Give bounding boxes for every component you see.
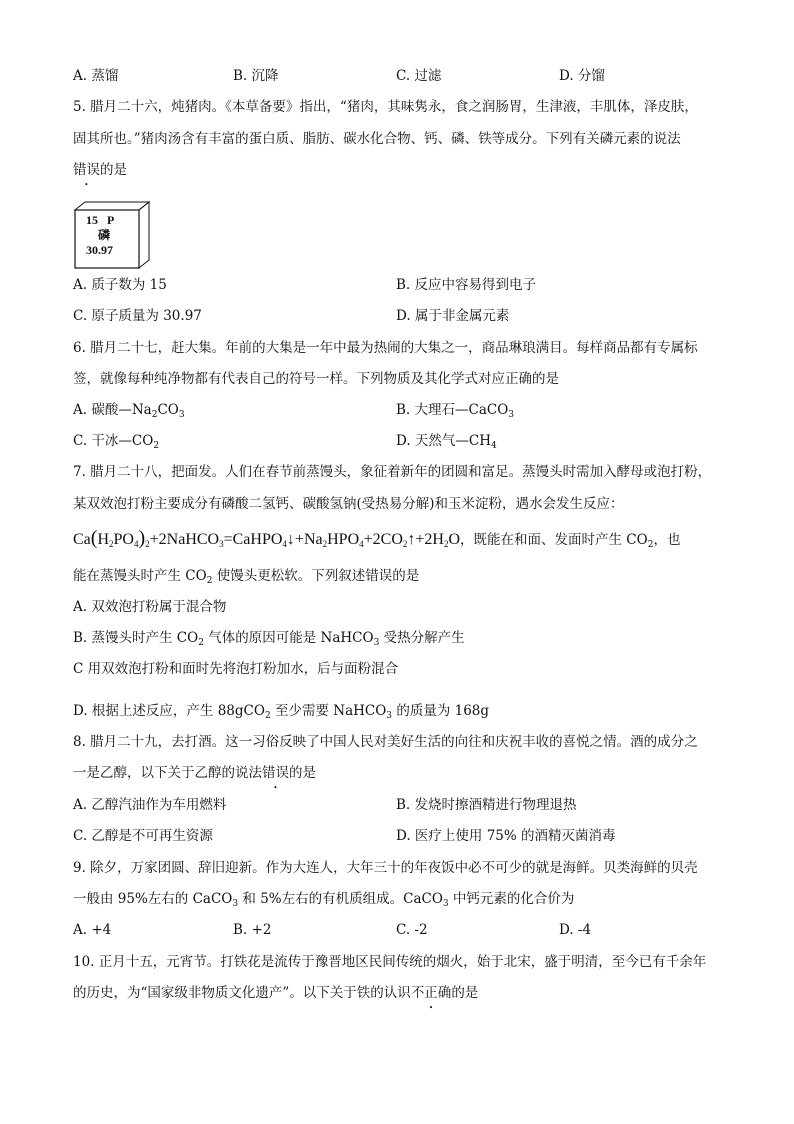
reaction-equation: $Ca(H_2PO_4)_2+2NaHCO_3=CaHPO_4↓+Na_2HPO_4+2CO_2↑+2H_2O$ [73,527,461,549]
q9-stem-line1: 9. 除夕，万家团圆、辞旧迎新。作为大连人，大年三十的年夜饭中必不可少的就是海鲜。贝类海鲜的贝壳 [73,860,698,876]
q7-stem-line1: 7. 腊月二十八，把面发。人们在春节前蒸馒头，象征着新年的团圆和富足。蒸馒头时需加入酵母或泡打粉， [73,464,712,480]
q5-stem-line2: 固其所也。”猪肉汤含有丰富的蛋白质、脂肪、碳水化合物、钙、磷、铁等成分。下列有关磷元素的说法 [73,131,681,147]
q4-option-a: A. 蒸馏 [73,68,119,84]
q6-option-d: D. 天然气$—CH_4$ [396,433,497,451]
q8-option-c: C. 乙醇是不可再生资源 [73,828,213,844]
q8-option-d: D. 医疗上使用 75% 的酒精灭菌消毒 [396,828,616,844]
q10-stem-line1: 10. 正月十五，元宵节。打铁花是流传于豫晋地区民间传统的烟火，始于北宋，盛于明清，至今已有千余年 [73,954,707,970]
q6-option-a: A. 碳酸$—Na_2CO_3$ [73,402,185,420]
element-mass: 30.97 [86,243,113,257]
q5-stem-line3: 错误的是 [73,162,127,178]
q9-option-d: D. -4 [559,922,592,938]
q8-option-a: A. 乙醇汽油作为车用燃料 [73,797,227,813]
q8-option-b: B. 发烧时擦酒精进行物理退热 [396,797,577,813]
q5-emphasis: 错误 [73,162,100,178]
q4-option-c: C. 过滤 [396,68,442,84]
q6-option-c: C. 干冰$—CO_2$ [73,433,160,451]
q5-option-a: A. 质子数为 15 [73,277,167,293]
q9-option-a: A. +4 [73,922,112,938]
q5-option-b: B. 反应中容易得到电子 [396,277,537,293]
q7-option-d: D. 根据上述反应，产生 88gCO$_2$ 至少需要 NaHCO$_3$ 的质量为 168g [73,703,490,721]
q5-option-c: C. 原子质量为 30.97 [73,308,202,324]
q8-stem-line2: 一是乙醇，以下关于乙醇的说法错误的是 [73,765,316,781]
q4-option-d: D. 分馏 [559,68,605,84]
q10-stem-line2: 的历史，为“国家级非物质文化遗产”。以下关于铁的认识不正确的是 [73,985,479,1001]
q6-stem-line1: 6. 腊月二十七，赶大集。年前的大集是一年中最为热闹的大集之一，商品琳琅满目。每样商品都有专属标 [73,340,698,356]
q7-stem-line2: 某双效泡打粉主要成分有磷酸二氢钙、碳酸氢钠(受热易分解)和玉米淀粉，遇水会发生反应： [73,496,624,512]
element-number-symbol: 15 P [86,213,115,227]
q7-option-a: A. 双效泡打粉属于混合物 [73,599,227,615]
q5-option-d: D. 属于非金属元素 [396,308,510,324]
q6-option-b: B. 大理石—CaCO$_3$ [396,402,515,420]
q8-stem-line1: 8. 腊月二十九，去打酒。这一习俗反映了中国人民对美好生活的向往和庆祝丰收的喜悦之情。酒的成分之 [73,734,698,750]
element-cell-phosphorus [73,200,153,270]
q10-emphasis: 不正确 [410,985,452,1001]
q6-stem-line2: 签，就像每种纯净物都有代表自己的符号一样。下列物质及其化学式对应正确的是 [73,371,559,387]
q9-stem-line2: 一般由 95%左右的 CaCO$_3$ 和 5%左右的有机质组成。CaCO$_3$ 中钙元素的化合价为 [73,891,575,909]
q7-option-b: B. 蒸馒头时产生 $CO_2$ 气体的原因可能是 NaHCO$_3$ 受热分解产生 [73,630,465,648]
q9-option-c: C. -2 [396,922,428,938]
q7-stem-line4: 能在蒸馒头时产生 $CO_2$ 使馒头更松软。下列叙述错误的是 [73,568,420,586]
element-name: 磷 [98,228,111,242]
q7-option-c: C 用双效泡打粉和面时先将泡打粉加水，后与面粉混合 [73,661,399,677]
q8-emphasis: 错误 [262,765,289,781]
q9-option-b: B. +2 [233,922,272,938]
q7-equation-line: $Ca(H_2PO_4)_2+2NaHCO_3=CaHPO_4↓+Na_2HPO_4+2CO_2↑+2H_2O$，既能在和面、发面时产生 $CO_2$，也 [73,527,681,550]
q5-stem-line1: 5. 腊月二十六，炖猪肉。《本草备要》指出，“猪肉，其味隽永，食之润肠胃，生津液，丰肌体，泽皮肤， [73,99,698,115]
q4-option-b: B. 沉降 [233,68,279,84]
